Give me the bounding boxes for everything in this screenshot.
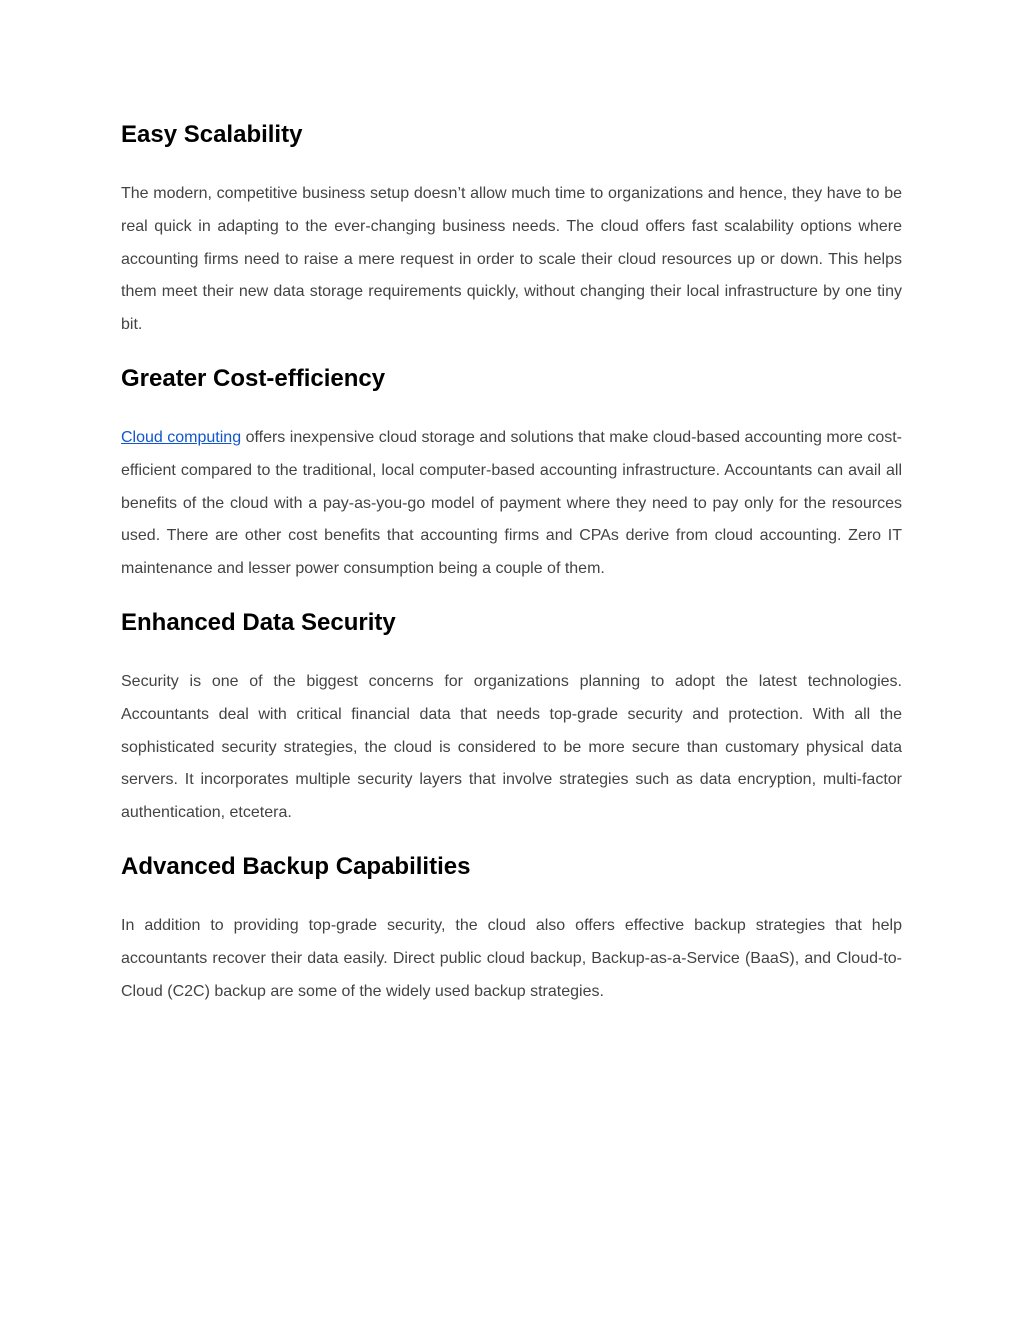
section-paragraph: The modern, competitive business setup doesn’t allow much time to organizations and hence, they have to be real quick in adapting to the ever-changing business needs. The cloud offers fast scalability options where accounting firms need to raise a mere request in order to scale their cloud resources up or down. This helps them meet their new data storage requirements quickly, without changing their local infrastructure by one tiny bit.	[121, 185, 902, 334]
section-backup-capabilities	[121, 849, 902, 1008]
section-heading: Enhanced Data Security	[121, 608, 396, 636]
section-easy-scalability	[121, 117, 902, 342]
section-cost-efficiency	[121, 361, 902, 586]
paragraph-text: offers inexpensive cloud storage and solutions that make cloud-based accounting more cost-efficient compared to the traditional, local computer-based accounting infrastructure. Accountants can avail all benefits of the cloud with a pay-as-you-go model of payment where they need to pay only for the resources used. There are other cost benefits that accounting firms and CPAs derive from cloud accounting. Zero IT maintenance and lesser power consumption being a couple of them.	[121, 428, 903, 578]
section-heading: Advanced Backup Capabilities	[121, 852, 471, 880]
section-heading: Easy Scalability	[121, 121, 303, 148]
cloud-computing-link[interactable]: Cloud computing	[121, 428, 242, 446]
section-paragraph: Security is one of the biggest concerns for organizations planning to adopt the latest technologies. Accountants deal with critical financial data that needs top-grade security and protection. With all the sophisticated security strategies, the cloud is considered to be more secure than customary physical data servers. It incorporates multiple security layers that involve strategies such as data encryption, multi-factor authentication, etcetera.	[121, 672, 902, 822]
section-heading: Greater Cost-efficiency	[121, 364, 386, 392]
section-data-security	[121, 605, 902, 830]
section-paragraph	[121, 422, 902, 586]
document-content	[121, 117, 902, 1027]
section-paragraph: In addition to providing top-grade security, the cloud also offers effective backup strategies that help accountants recover their data easily. Direct public cloud backup, Backup-as-a-Service (BaaS), and Cloud-to-Cloud (C2C) backup are some of the widely used backup strategies.	[121, 916, 902, 1000]
